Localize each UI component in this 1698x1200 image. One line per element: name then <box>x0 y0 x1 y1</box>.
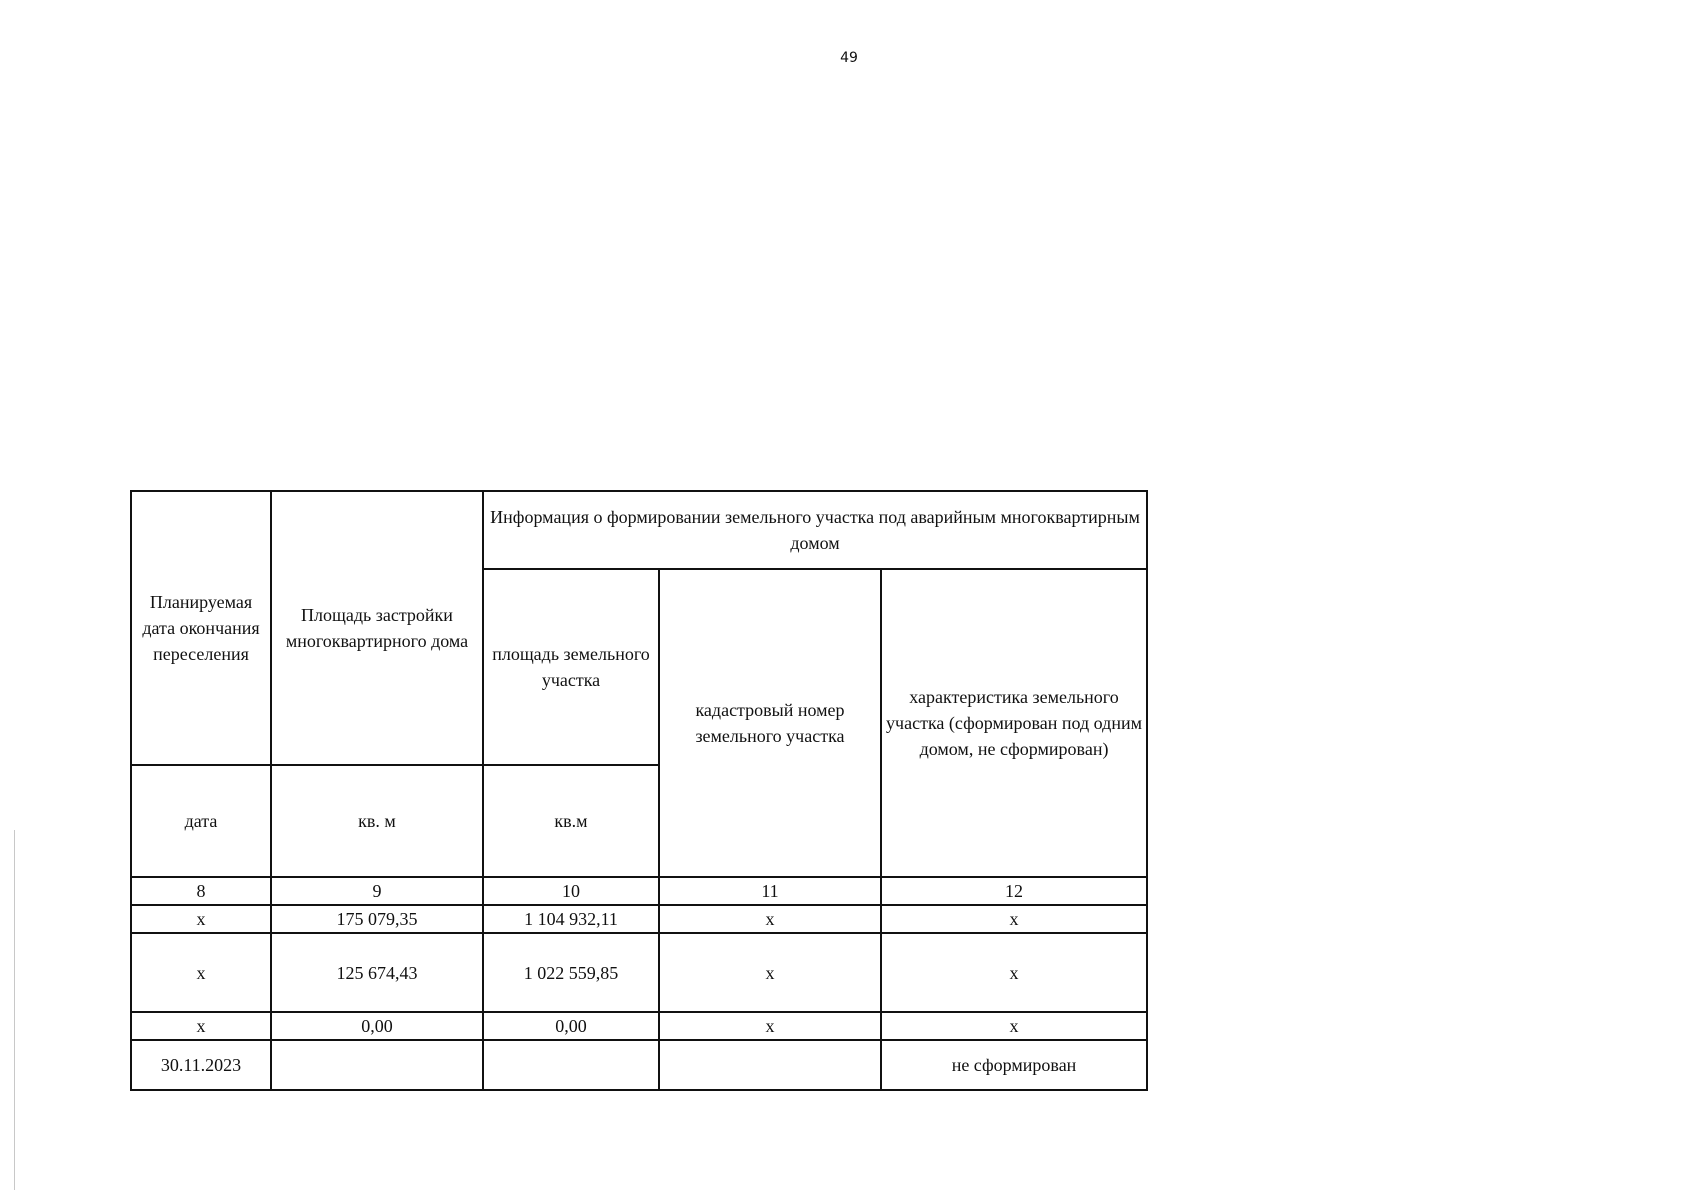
table-cell: x <box>131 905 271 933</box>
header-land-area: площадь земельного участка <box>483 569 659 765</box>
table-cell <box>483 1040 659 1090</box>
column-number: 10 <box>483 877 659 905</box>
column-number: 12 <box>881 877 1147 905</box>
header-land-info-group: Информация о формировании земельного участка под аварийным многоквартирным домом <box>483 491 1147 569</box>
table-cell: x <box>131 933 271 1012</box>
table-cell: 1 104 932,11 <box>483 905 659 933</box>
table-cell: 125 674,43 <box>271 933 483 1012</box>
header-planned-date: Планируемая дата окончания переселения <box>131 491 271 765</box>
header-building-area: Площадь застройки многоквартирного дома <box>271 491 483 765</box>
resettlement-land-table <box>130 490 1148 1091</box>
page-number: 49 <box>840 50 858 66</box>
table-cell <box>271 1040 483 1090</box>
table-row <box>131 905 1147 933</box>
table-cell: x <box>881 933 1147 1012</box>
column-number: 11 <box>659 877 881 905</box>
table-cell: 0,00 <box>483 1012 659 1040</box>
table-cell: x <box>881 1012 1147 1040</box>
unit-date: дата <box>131 765 271 877</box>
unit-land-area: кв.м <box>483 765 659 877</box>
table-row <box>131 1012 1147 1040</box>
table-cell <box>659 1040 881 1090</box>
header-land-characteristic: характеристика земельного участка (сформирован под одним домом, не сформирован) <box>881 569 1147 877</box>
header-cadastral-number: кадастровый номер земельного участка <box>659 569 881 877</box>
table-row <box>131 933 1147 1012</box>
column-number-row <box>131 877 1147 905</box>
table-cell: не сформирован <box>881 1040 1147 1090</box>
table-cell: x <box>881 905 1147 933</box>
column-number: 9 <box>271 877 483 905</box>
table-cell: x <box>659 933 881 1012</box>
table-cell: 0,00 <box>271 1012 483 1040</box>
column-number: 8 <box>131 877 271 905</box>
table-cell: 30.11.2023 <box>131 1040 271 1090</box>
table-cell: 1 022 559,85 <box>483 933 659 1012</box>
table-row <box>131 1040 1147 1090</box>
table-cell: x <box>131 1012 271 1040</box>
table-cell: x <box>659 905 881 933</box>
table-cell: x <box>659 1012 881 1040</box>
table-cell: 175 079,35 <box>271 905 483 933</box>
unit-building-area: кв. м <box>271 765 483 877</box>
scan-edge-line <box>14 830 15 1190</box>
